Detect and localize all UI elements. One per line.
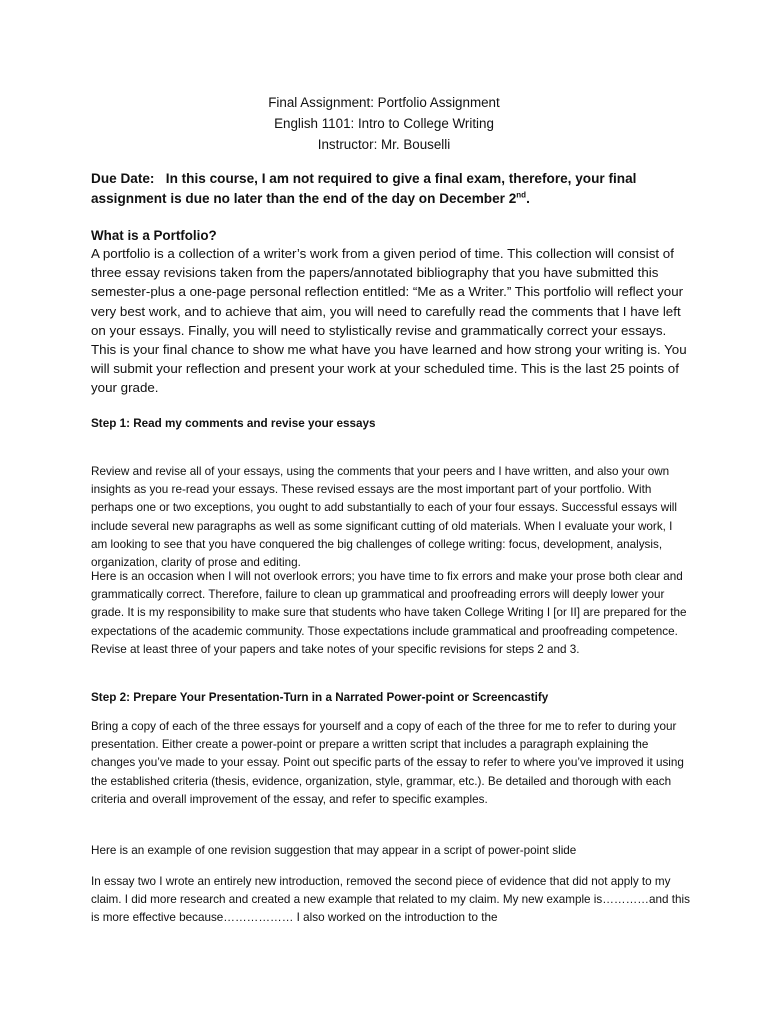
due-date-end: . — [526, 191, 530, 206]
step2-paragraph-2: Here is an example of one revision suggestion that may appear in a script of power-point slide — [91, 844, 577, 857]
step1-heading: Step 1: Read my comments and revise your essays — [91, 417, 376, 430]
due-date-text: In this course, I am not required to give a final exam, therefore, your final assignment is due no later than the end of the day on December 2 — [91, 171, 637, 206]
step2-paragraph-1: Bring a copy of each of the three essays for yourself and a copy of each of the three for me to refer to during your presentation. Either create a power-point or prepare a written script that includes a paragraph explaining the changes you’ve made to your essay. Point out specific parts of the essay to refer to where you’ve improved it using the established criteria (thesis, evidence, organization, style, grammar, etc.). Be detailed and thorough with each criteria and overall improvement of the essay, and refer to specific examples. — [91, 720, 684, 806]
step1-paragraph-2: Here is an occasion when I will not overlook errors; you have time to fix errors and make your prose both clear and grammatically correct. Therefore, failure to clean up grammatical and proofreading errors will deeply lower your grade. It is my responsibility to make sure that students who have taken College Writing I [or II] are prepared for the expectations of the academic community. Those expectations include grammatical and proofreading competence. Revise at least three of your papers and take notes of your specific revisions for steps 2 and 3. — [91, 570, 687, 656]
due-date-label: Due Date: — [91, 171, 155, 186]
assignment-title: Final Assignment: Portfolio Assignment — [268, 95, 500, 110]
document-header — [0, 92, 768, 155]
portfolio-paragraph: A portfolio is a collection of a writer’s work from a given period of time. This collection will consist of three essay revisions taken from the papers/annotated bibliography that you have submitted this semester-plus a one-page personal reflection entitled: “Me as a Writer.” This portfolio will reflect your very best work, and to achieve that aim, you will need to carefully read the comments that I have left on your essays. Finally, you will need to stylistically revise and grammatically correct your essays. This is your final chance to show me what have you have learned and how strong your writing is. You will submit your reflection and present your work at your scheduled time. This is the last 25 points of your grade. — [91, 246, 687, 396]
step1-paragraph-1: Review and revise all of your essays, using the comments that your peers and I have written, and also your own insights as you re-read your essays. These revised essays are the most important part of your portfolio. With perhaps one or two exceptions, you ought to add substantially to each of your four essays. Successful essays will include several new paragraphs as well as some significant cutting of old materials. When I evaluate your work, I am looking to see that you have conquered the big challenges of college writing: focus, development, analysis, organization, clarity of prose and editing. — [91, 465, 677, 570]
due-date-statement — [91, 169, 691, 209]
step2-heading: Step 2: Prepare Your Presentation-Turn in a Narrated Power-point or Screencastify — [91, 691, 549, 704]
instructor-name: Instructor: Mr. Bouselli — [317, 137, 451, 152]
course-title: English 1101: Intro to College Writing — [274, 116, 494, 131]
step2-paragraph-3: In essay two I wrote an entirely new introduction, removed the second piece of evidence that did not apply to my claim. I did more research and created a new example that related to my claim. My new example is…………and this is more effective because……………… I also worked on the introduction to the — [91, 875, 690, 925]
portfolio-heading: What is a Portfolio? — [91, 228, 217, 243]
due-date-suffix: nd — [516, 190, 527, 200]
